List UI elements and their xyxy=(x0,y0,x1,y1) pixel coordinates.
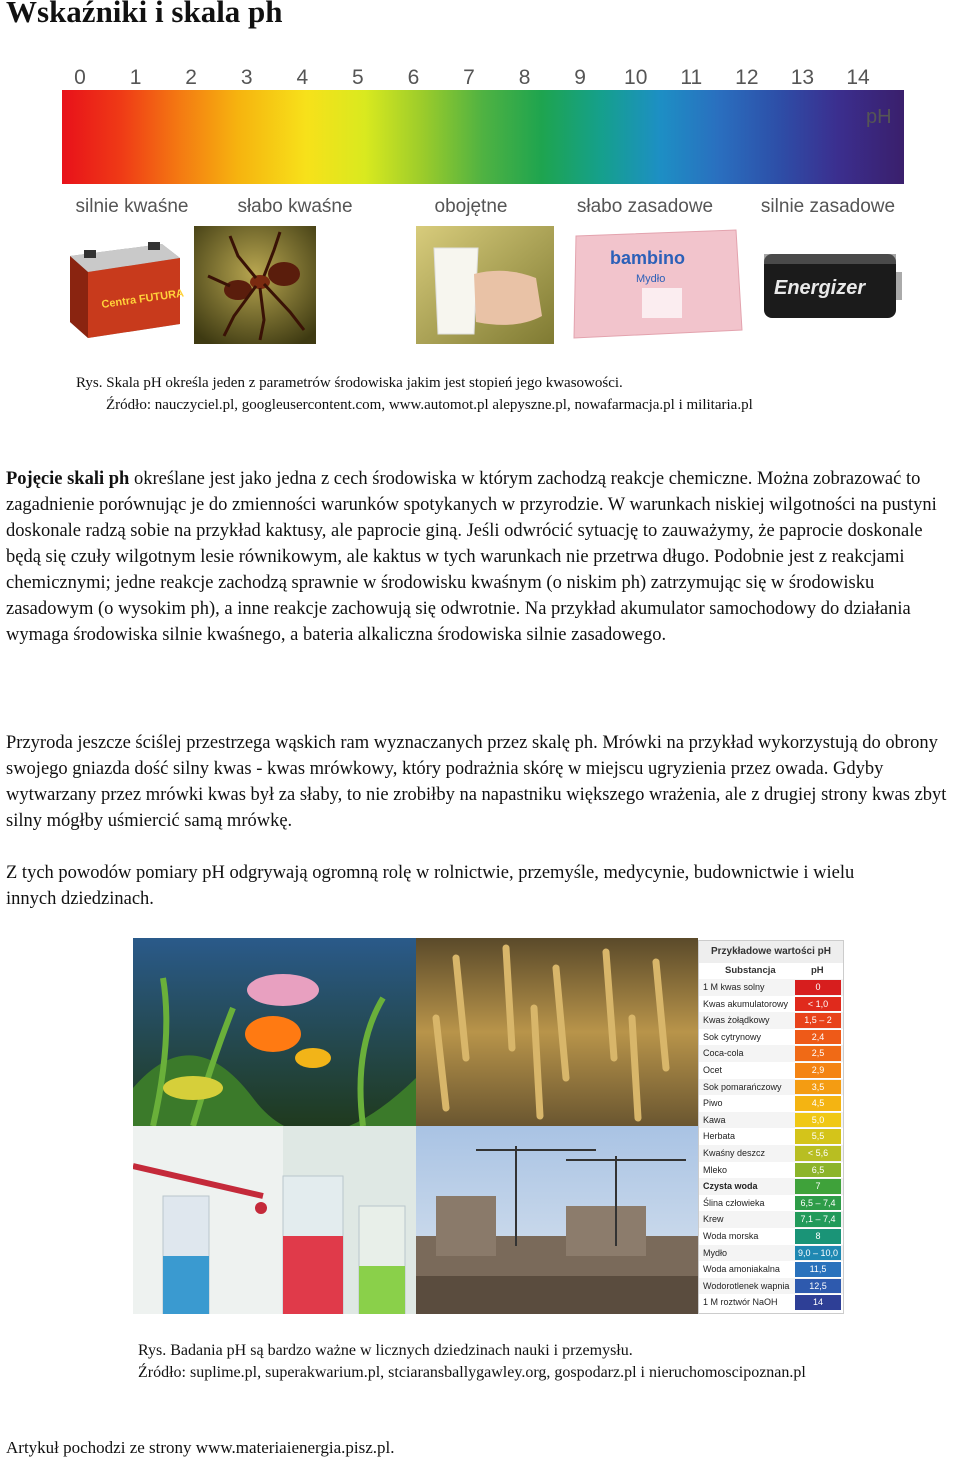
ph-table-row xyxy=(699,1128,843,1145)
ph-table-rows xyxy=(699,979,843,1311)
ph-scale-number: 9 xyxy=(574,66,586,89)
energizer-brand: Energizer xyxy=(774,277,866,299)
figure1-source: Źródło: nauczyciel.pl, googleusercontent.com, www.automot.pl alepyszne.pl, nowafarmacja.pl i militaria.pl xyxy=(106,397,753,413)
ph-table-col-ph: pH xyxy=(811,965,824,976)
ph-table-row xyxy=(699,1261,843,1278)
ph-table-header xyxy=(699,963,843,979)
ph-table-substance: Woda amoniakalna xyxy=(703,1264,780,1275)
ph-table-value: 0 xyxy=(795,980,841,995)
soap-image xyxy=(566,226,748,344)
ph-category-label: słabo zasadowe xyxy=(576,196,714,217)
ph-table-substance: Coca-cola xyxy=(703,1048,744,1059)
ph-table-substance: Czysta woda xyxy=(703,1181,758,1192)
ph-table-row xyxy=(699,1012,843,1029)
ph-table-row xyxy=(699,1211,843,1228)
figure2-caption-line1: Rys. Badania pH są bardzo ważne w licznych dziedzinach nauki i przemysłu. xyxy=(138,1342,633,1359)
ph-scale-number: 6 xyxy=(407,66,420,89)
ph-table-value: 6,5 xyxy=(795,1163,841,1178)
ph-category-label: silnie kwaśne xyxy=(75,196,189,217)
ph-table-substance: Sok cytrynowy xyxy=(703,1031,762,1042)
ph-table-row xyxy=(699,1095,843,1112)
ph-table-row xyxy=(699,1029,843,1046)
ph-table-substance: Mleko xyxy=(703,1164,728,1175)
paragraph-3: Z tych powodów pomiary pH odgrywają ogromną rolę w rolnictwie, przemyśle, medycynie, budownictwie i wielu innych dziedzinach. xyxy=(6,863,855,909)
ph-category-label: obojętne xyxy=(434,196,508,217)
soap-brand: bambino xyxy=(610,248,685,268)
ph-scale-number: 5 xyxy=(352,66,364,89)
ph-table-value: < 5,6 xyxy=(795,1146,841,1161)
ph-table-title: Przykładowe wartości pH xyxy=(699,941,843,963)
aquarium-fish-image xyxy=(133,938,416,1126)
car-battery-image xyxy=(62,226,184,344)
ph-table-row xyxy=(699,1045,843,1062)
figure2-caption xyxy=(138,1340,806,1384)
ph-table-value: 9,0 – 10,0 xyxy=(795,1246,841,1261)
ph-table-substance: Kwas akumulatorowy xyxy=(703,998,789,1009)
construction-site-image xyxy=(416,1126,698,1314)
ph-table-value: 8 xyxy=(795,1229,841,1244)
figure2-source: Źródło: suplime.pl, superakwarium.pl, stciaransballygawley.org, gospodarz.pl i nieruchomoscipoznan.pl xyxy=(138,1364,806,1381)
ph-table-value: 7 xyxy=(795,1179,841,1194)
ph-table-col-substance: Substancja xyxy=(725,965,776,976)
ph-table-substance: Ocet xyxy=(703,1064,723,1075)
ph-category-label: silnie zasadowe xyxy=(760,196,896,217)
ph-scale-number: 14 xyxy=(846,66,870,89)
footer-source: Artykuł pochodzi ze strony www.materiaienergia.pisz.pl. xyxy=(6,1438,395,1457)
ph-table-substance: Herbata xyxy=(703,1131,736,1142)
ph-table-substance: Ślina człowieka xyxy=(703,1197,765,1208)
ph-table-row xyxy=(699,1079,843,1096)
paragraph-2: Przyroda jeszcze ściślej przestrzega wąskich ram wyznaczanych przez skalę ph. Mrówki na przykład wykorzystują do obrony swojego gniazda dość silny kwas - kwas mrówkowy, który podrażnia skórę w miejscu ugryzienia przez owada. Gdyby wytwarzany przez mrówki kwas był za słaby, to nie zrobiłby na napastniku większego wrażenia, ale z drugiej strony kwas zbyt silny mógłby uśmiercić samą mrówkę. xyxy=(6,733,947,831)
ph-table-row xyxy=(699,1245,843,1262)
ph-scale-number: 0 xyxy=(74,66,86,89)
ph-table-value: 11,5 xyxy=(795,1262,841,1277)
ph-table-substance: Kwaśny deszcz xyxy=(703,1147,766,1158)
ph-table-substance: Kawa xyxy=(703,1114,726,1125)
ph-scale-number: 13 xyxy=(790,66,815,89)
ph-table-substance: Woda morska xyxy=(703,1230,759,1241)
milk-glass-image xyxy=(416,226,554,344)
ph-table-value: 2,9 xyxy=(795,1063,841,1078)
ph-table-substance: Kwas żołądkowy xyxy=(703,1015,770,1026)
figure1-caption-line1: Rys. Skala pH określa jeden z parametrów środowiska jakim jest stopień jego kwasowości. xyxy=(76,375,623,391)
paragraph-1 xyxy=(6,466,956,648)
test-tubes-image xyxy=(133,1126,416,1314)
ph-scale-number: 3 xyxy=(240,66,253,89)
ph-table-row xyxy=(699,996,843,1013)
soap-label: Mydło xyxy=(636,273,666,285)
ph-unit-label: pH xyxy=(866,106,892,128)
ph-scale-number: 8 xyxy=(518,66,531,89)
ph-table-value: 6,5 – 7,4 xyxy=(795,1196,841,1211)
energizer-battery-image xyxy=(758,226,904,344)
ant-image xyxy=(194,226,316,344)
paragraph-1-lead: Pojęcie skali ph xyxy=(6,469,130,489)
ph-table-row xyxy=(699,1178,843,1195)
ph-scale-number: 2 xyxy=(185,66,197,89)
ph-table-substance: 1 M roztwór NaOH xyxy=(703,1297,778,1308)
ph-scale-number: 4 xyxy=(296,66,309,89)
ph-table-substance: 1 M kwas solny xyxy=(703,982,765,992)
ph-table-row xyxy=(699,1062,843,1079)
ph-table-value: 2,4 xyxy=(795,1030,841,1045)
ph-table-row xyxy=(699,1145,843,1162)
ph-table-value: 2,5 xyxy=(795,1046,841,1061)
ph-table-value: 1,5 – 2 xyxy=(795,1013,841,1028)
ph-table-substance: Piwo xyxy=(703,1098,723,1109)
ph-table-value: 5,0 xyxy=(795,1113,841,1128)
ph-scale-number: 1 xyxy=(129,66,142,89)
ph-table-row xyxy=(699,979,843,996)
ph-table-row xyxy=(699,1228,843,1245)
battery-brand: Centra FUTURA xyxy=(100,287,184,311)
ph-table-value: 3,5 xyxy=(795,1080,841,1095)
paragraph-1-text: określane jest jako jedna z cech środowiska w którym zachodzą reakcje chemiczne. Można zobrazować to zagadnienie porównując je do zmienności warunków spotykanych w przyrodzie. W warunkach niskiej wilgotności na pustyni doskonale radzą sobie na przykład kaktusy, ale paprocie giną. Jeśli odwrócić sytuację to zauważymy, że paprocie doskonale będą się czuły wilgotnym lesie równikowym, ale kaktus w tych warunkach nie przetrwa długo. Podobnie jest z reakcjami chemicznymi; jedne reakcje zachodzą sprawnie w środowisku kwaśnym (o niskim ph) zatrzymując się w środowisku zasadowym (o wysokim ph), a inne reakcje zachowują się odwrotnie. Na przykład akumulator samochodowy do działania wymaga środowiska silnie kwaśnego, a bateria alkaliczna środowiska silnie zasadowego. xyxy=(6,469,937,645)
ph-scale-number: 11 xyxy=(680,66,703,89)
ph-table-row xyxy=(699,1195,843,1212)
ph-table-value: 14 xyxy=(795,1295,841,1310)
ph-table-substance: Wodorotlenek wapnia xyxy=(703,1280,790,1291)
ph-table-row xyxy=(699,1294,843,1311)
ph-scale-number: 12 xyxy=(735,66,759,89)
wheat-field-image xyxy=(416,938,698,1126)
ph-scale-number: 7 xyxy=(463,66,475,89)
ph-values-table xyxy=(698,940,844,1314)
figure1-caption xyxy=(76,372,753,416)
ph-table-value: 4,5 xyxy=(795,1096,841,1111)
ph-table-row xyxy=(699,1162,843,1179)
ph-table-value: 5,5 xyxy=(795,1129,841,1144)
ph-table-value: < 1,0 xyxy=(795,997,841,1012)
ph-table-value: 7,1 – 7,4 xyxy=(795,1212,841,1227)
ph-table-substance: Krew xyxy=(703,1214,724,1225)
ph-scale-number: 10 xyxy=(624,66,648,89)
ph-table-substance: Sok pomarańczowy xyxy=(703,1081,782,1092)
ph-color-scale xyxy=(62,90,904,184)
ph-category-label: słabo kwaśne xyxy=(237,196,353,217)
ph-table-row xyxy=(699,1112,843,1129)
ph-table-row xyxy=(699,1278,843,1295)
page-title: Wskaźniki i skala ph xyxy=(6,0,283,29)
ph-table-value: 12,5 xyxy=(795,1279,841,1294)
ph-table-substance: Mydło xyxy=(703,1247,728,1258)
